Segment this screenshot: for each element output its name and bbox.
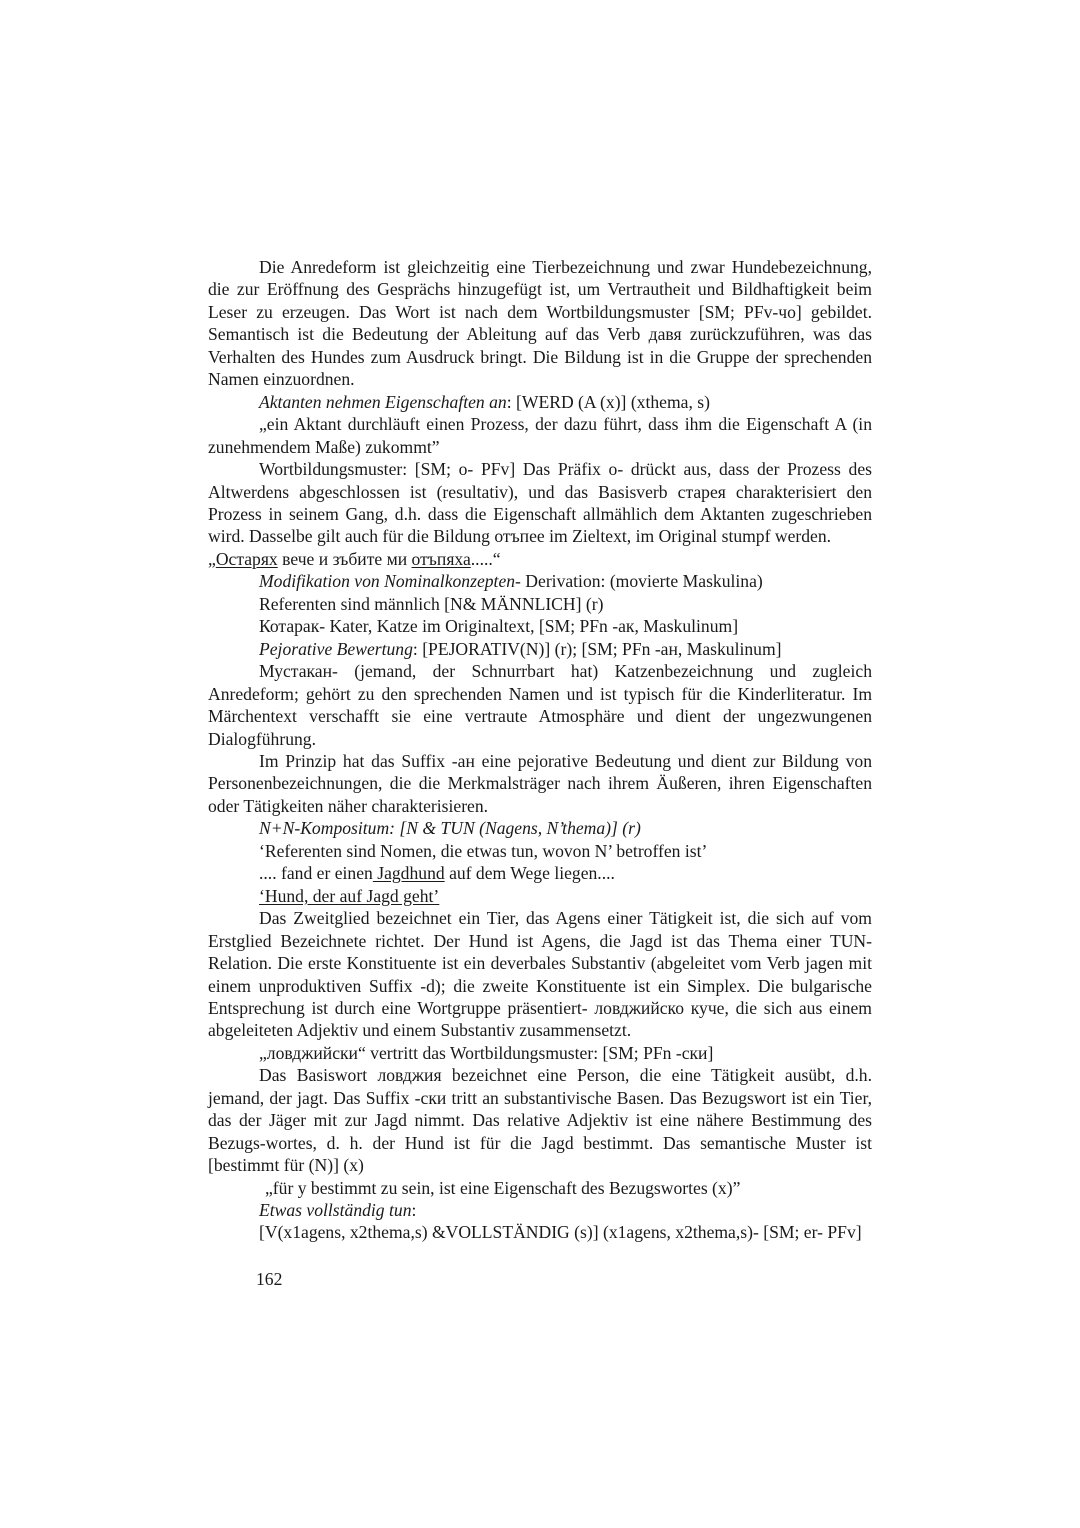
pattern-label: Aktanten nehmen Eigenschaften an — [259, 391, 507, 412]
pattern-formula: - Derivation: (movierte Maskulina) — [515, 571, 763, 592]
example-gloss — [208, 885, 872, 907]
pattern-label: Etwas vollständig tun — [259, 1200, 412, 1221]
pattern-formula: : [PEJORATIV(N)] (r); [SM; PFn -ан, Maskulinum] — [412, 638, 782, 659]
page-number: 162 — [256, 1269, 283, 1289]
example-text: auf dem Wege liegen.... — [444, 863, 615, 884]
semantic-pattern-heading — [208, 1199, 872, 1221]
pattern-label: Modifikation von Nominalkonzepten — [259, 571, 516, 592]
semantic-pattern-heading — [208, 570, 872, 592]
gloss-text: ‘Hund, der auf Jagd geht’ — [259, 885, 440, 906]
example-word: отъпяха — [411, 548, 471, 569]
pattern-line: Referenten sind männlich [N& MÄNNLICH] (r) — [259, 593, 604, 614]
example-text: .... fand er einen — [259, 863, 373, 884]
paragraph: Die Anredeform ist gleichzeitig eine Tierbezeichnung und zwar Hundebezeichnung, die zur Eröffnung des Gesprächs hinzugefügt ist, um Vertrautheit und Bildhaftigkeit beim Leser zu erzeugen. Das Wort ist nach dem Wortbildungsmuster [SM; PFv-чо] gebildet. Semantisch ist die Bedeutung der Ableitung auf das Verb давя zurückzuführen, was das Verhalten des Hundes zum Ausdruck bringt. Die Bildung ist in die Gruppe der sprechenden Namen einzuordnen. — [208, 257, 872, 390]
pattern-formula: : [WERD (A (x)] (xthema, s) — [506, 391, 710, 412]
pattern-label: Pejorative Bewertung — [259, 638, 413, 659]
pattern-gloss: „für y bestimmt zu sein, ist eine Eigenschaft des Bezugswortes (x)” — [265, 1177, 741, 1198]
example-quote — [208, 548, 872, 570]
paragraph: Wortbildungsmuster: [SM; о- PFv] Das Präfix о- drückt aus, dass der Prozess des Altwerdens abgeschlossen ist (resultativ), und das Basisverb старея charakterisiert den Prozess in seinem Gang, d.h. dass die Eigenschaft allmählich dem Aktanten zugeschrieben wird. Dasselbe gilt auch für die Bildung отъпее im Zieltext, im Original stumpf werden. — [208, 459, 872, 547]
example-word: Jagdhund — [372, 863, 445, 884]
paragraph: Im Prinzip hat das Suffix -ан eine pejorative Bedeutung und dient zur Bildung von Personenbezeichnungen, die die Merkmalsträger nach ihrem Äußeren, ihren Eigenschaften oder Tätigkeiten näher charakterisieren. — [208, 750, 872, 816]
example-text: вече и зъбите ми — [277, 548, 412, 569]
quote-mark: „ — [208, 548, 216, 569]
pattern-gloss: „ein Aktant durchläuft einen Prozess, der dazu führt, dass ihm die Eigenschaft A (in zunehmendem Maße) zukommt” — [208, 414, 872, 457]
paragraph: Мустакан- (jemand, der Schnurrbart hat) Katzenbezeichnung und zugleich Anredeform; gehört zu den sprechenden Namen und ist typisch für die Kinderliteratur. Im Märchentext verschafft sie eine vertraute Atmosphäre und dient der ungezwungenen Dialogführung. — [208, 661, 872, 749]
paragraph: Das Basiswort ловджия bezeichnet eine Person, die eine Tätigkeit ausübt, d.h. jemand, der jagt. Das Suffix -ски tritt an substantivische Basen. Das Bezugswort ist ein Tier, das der Jäger mit zur Jagd nimmt. Das relative Adjektiv ist eine nähere Bestimmung des Bezugs-wortes, d. h. der Hund ist für die Jagd bestimmt. Das semantische Muster ist [bestimmt für (N)] (x) — [208, 1065, 872, 1176]
document-body — [208, 256, 872, 1244]
example-word: Остарях — [215, 548, 278, 569]
semantic-pattern-heading: N+N-Kompositum: [N & TUN (Nagens, N’thema)] (r) — [259, 818, 641, 839]
semantic-pattern-heading — [208, 391, 872, 413]
pattern-line: [V(x1agens, x2thema,s) &VOLLSTÄNDIG (s)] (x1agens, x2thema,s)- [SM; er- PFv] — [259, 1222, 862, 1243]
pattern-line: Котарак- Kater, Katze im Originaltext, [SM; PFn -ак, Maskulinum] — [259, 616, 739, 637]
semantic-pattern-heading — [208, 638, 872, 660]
quote-mark: .....“ — [470, 548, 501, 569]
pattern-line: „ловджийски“ vertritt das Wortbildungsmuster: [SM; PFn -ски] — [259, 1042, 714, 1063]
pattern-formula: : — [411, 1200, 417, 1221]
example-quote — [208, 862, 872, 884]
pattern-gloss: ‘Referenten sind Nomen, die etwas tun, wovon N’ betroffen ist’ — [259, 840, 708, 861]
paragraph: Das Zweitglied bezeichnet ein Tier, das Agens einer Tätigkeit ist, die sich auf vom Erstglied Bezeichnete richtet. Der Hund ist Agens, die Jagd ist das Thema einer TUN-Relation. Die erste Konstituente ist ein deverbales Substantiv (abgeleitet vom Verb jagen mit einem unproduktiven Suffix -d); die zweite Konstituente ist ein Simplex. Die bulgarische Entsprechung ist durch eine Wortgruppe präsentiert- ловджийско куче, die sich aus einem abgeleiteten Adjektiv und einem Substantiv zusammensetzt. — [208, 908, 872, 1041]
